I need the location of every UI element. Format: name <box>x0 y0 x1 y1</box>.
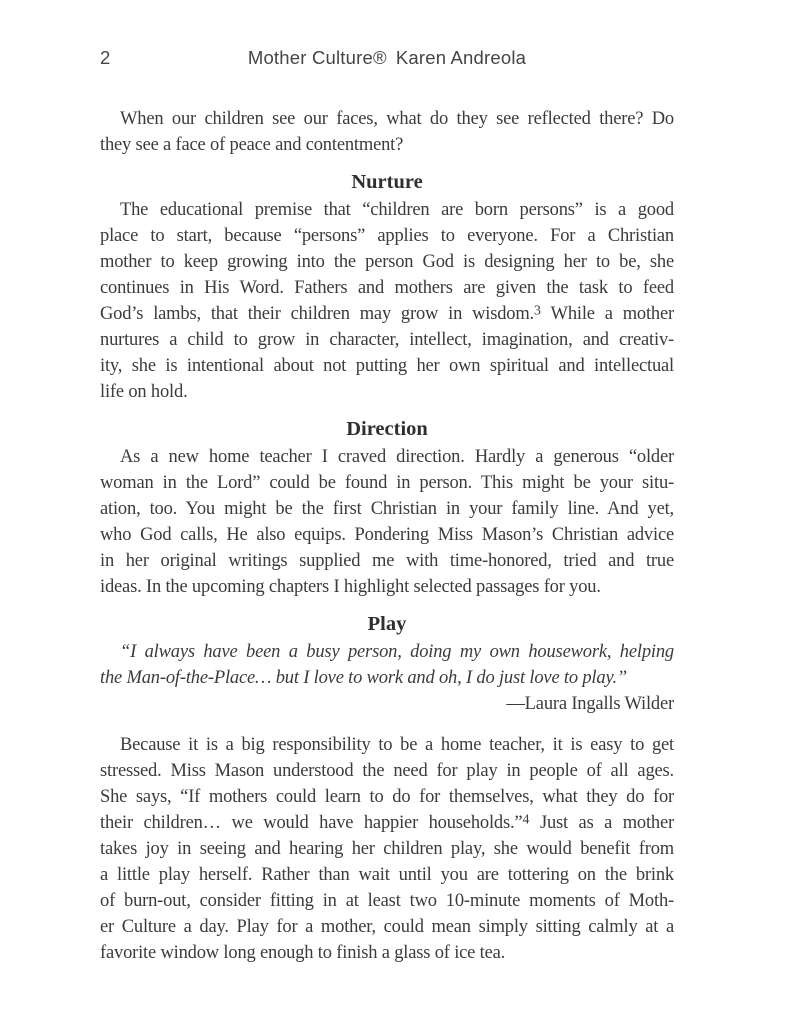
text-line: stressed. Miss Mason understood the need for play in people of all ages. <box>100 761 674 781</box>
text-line: As a new home teacher I craved direction. Hardly a generous “older <box>120 447 674 467</box>
text-line: of burn-out, consider fitting in at least two 10-minute moments of Moth- <box>100 891 674 911</box>
paragraph <box>100 732 674 966</box>
text-line: The educational premise that “children are born persons” is a good <box>120 200 674 220</box>
text-line: nurtures a child to grow in character, intellect, imagination, and creativ- <box>100 330 674 350</box>
text-line: er Culture a day. Play for a mother, could mean simply sitting calmly at a <box>100 917 674 937</box>
text-line: favorite window long enough to finish a glass of ice tea. <box>100 943 506 963</box>
section-heading-direction: Direction <box>346 418 428 440</box>
text-line: place to start, because “persons” applies to everyone. For a Christian <box>100 226 674 246</box>
text-line: their children… we would have happier households.”$^4$ Just as a mother <box>100 812 674 833</box>
quote-attribution: —Laura Ingalls Wilder <box>506 694 674 714</box>
text-line: woman in the Lord” could be found in person. This might be your situ- <box>100 473 674 493</box>
text-line: Because it is a big responsibility to be a home teacher, it is easy to get <box>120 735 674 755</box>
page-number: 2 <box>100 47 111 68</box>
text-line: continues in His Word. Fathers and mothers are given the task to feed <box>100 278 674 298</box>
text-line: She says, “If mothers could learn to do for themselves, what they do for <box>100 787 674 807</box>
text-line: When our children see our faces, what do they see reflected there? Do <box>120 109 674 129</box>
text-line: the Man-of-the-Place… but I love to work and oh, I do just love to play.” <box>100 668 628 688</box>
text-line: ation, too. You might be the first Christian in your family line. And yet, <box>100 499 674 519</box>
author-name: Karen Andreola <box>395 47 527 68</box>
text-line: ideas. In the upcoming chapters I highlight selected passages for you. <box>100 577 601 597</box>
text-line: they see a face of peace and contentment? <box>100 135 404 155</box>
text-line: God’s lambs, that their children may grow in wisdom.$^3$ While a mother <box>100 303 674 324</box>
paragraph <box>100 197 674 405</box>
quote-paragraph <box>100 639 674 691</box>
text-line: life on hold. <box>100 382 188 402</box>
text-line: in her original writings supplied me with time-honored, tried and true <box>100 551 674 571</box>
book-title: Mother Culture® <box>247 47 387 68</box>
section-heading-play: Play <box>367 613 407 635</box>
text-line: “I always have been a busy person, doing my own housework, helping <box>120 642 674 662</box>
running-title <box>100 47 674 69</box>
footnote-ref-3: 3 <box>534 303 541 319</box>
text-line: who God calls, He also equips. Pondering Miss Mason’s Christian advice <box>100 525 674 545</box>
text-line: mother to keep growing into the person God is designing her to be, she <box>100 252 674 272</box>
text-line: ity, she is intentional about not putting her own spiritual and intellectual <box>100 356 674 376</box>
paragraph <box>100 106 674 158</box>
page-body <box>100 106 674 966</box>
paragraph <box>100 444 674 600</box>
footnote-ref-4: 4 <box>522 812 530 828</box>
section-heading-nurture: Nurture <box>351 171 423 193</box>
running-header <box>100 0 674 70</box>
text-line: a little play herself. Rather than wait until you are tottering on the brink <box>100 865 674 885</box>
text-line: takes joy in seeing and hearing her children play, she would benefit from <box>100 839 674 859</box>
